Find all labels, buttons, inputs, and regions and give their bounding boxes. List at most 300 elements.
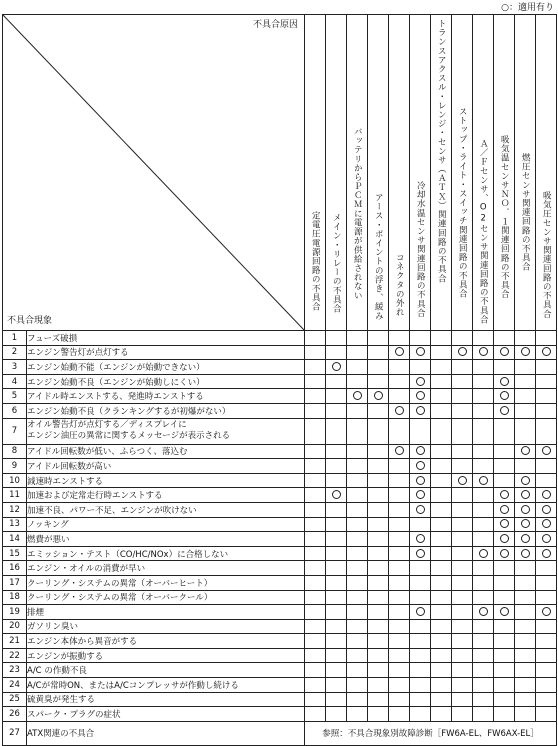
- mark-cell: [431, 488, 452, 503]
- mark-cell: [515, 331, 536, 346]
- mark-cell: [473, 590, 494, 605]
- mark-cell: [347, 403, 368, 418]
- mark-cell: [410, 459, 431, 474]
- mark-cell: [473, 605, 494, 620]
- mark-cell: [326, 473, 347, 488]
- mark-cell: [473, 546, 494, 561]
- mark-cell: [410, 374, 431, 389]
- applicable-circle-icon: [458, 347, 467, 356]
- table-row: [3, 692, 557, 707]
- mark-cell: [326, 331, 347, 346]
- mark-cell: [305, 692, 326, 707]
- cause-header-label: メイン・リレーの不具合: [331, 213, 342, 314]
- mark-cell: [494, 546, 515, 561]
- mark-cell: [494, 331, 515, 346]
- mark-cell: [494, 502, 515, 517]
- mark-cell: [326, 444, 347, 459]
- mark-cell: [536, 444, 557, 459]
- row-number: 18: [3, 590, 27, 605]
- mark-cell: [473, 634, 494, 649]
- mark-cell: [347, 418, 368, 444]
- row-number: 5: [3, 389, 27, 404]
- table-row: [3, 374, 557, 389]
- mark-cell: [515, 374, 536, 389]
- table-row: [3, 707, 557, 722]
- mark-cell: [515, 473, 536, 488]
- symptom-cell: エンジン警告灯が点灯する: [27, 345, 305, 360]
- mark-cell: [515, 619, 536, 634]
- mark-cell: [473, 561, 494, 576]
- mark-cell: [326, 459, 347, 474]
- mark-cell: [431, 648, 452, 663]
- mark-cell: [368, 444, 389, 459]
- mark-cell: [515, 532, 536, 547]
- mark-cell: [410, 473, 431, 488]
- mark-cell: [389, 648, 410, 663]
- table-row: [3, 590, 557, 605]
- applicable-circle-icon: [395, 446, 404, 455]
- mark-cell: [368, 418, 389, 444]
- mark-cell: [431, 546, 452, 561]
- mark-cell: [410, 488, 431, 503]
- mark-cell: [326, 345, 347, 360]
- mark-cell: [452, 561, 473, 576]
- mark-cell: [389, 546, 410, 561]
- mark-cell: [431, 374, 452, 389]
- mark-cell: [473, 389, 494, 404]
- applicable-circle-icon: [416, 490, 425, 499]
- mark-cell: [368, 634, 389, 649]
- table-row: [3, 444, 557, 459]
- mark-cell: [494, 648, 515, 663]
- symptom-cell: クーリング・システムの異常（オーバーヒート）: [27, 575, 305, 590]
- mark-cell: [515, 663, 536, 678]
- table-row: [3, 473, 557, 488]
- mark-cell: [494, 374, 515, 389]
- mark-cell: [473, 374, 494, 389]
- mark-cell: [536, 707, 557, 722]
- mark-cell: [452, 444, 473, 459]
- row-number: 22: [3, 648, 27, 663]
- mark-cell: [410, 517, 431, 532]
- mark-cell: [410, 502, 431, 517]
- mark-cell: [389, 707, 410, 722]
- mark-cell: [452, 605, 473, 620]
- mark-cell: [305, 575, 326, 590]
- mark-cell: [494, 418, 515, 444]
- mark-cell: [494, 634, 515, 649]
- mark-cell: [347, 678, 368, 693]
- row-number: 17: [3, 575, 27, 590]
- mark-cell: [410, 389, 431, 404]
- mark-cell: [515, 561, 536, 576]
- applicable-circle-icon: [479, 607, 488, 616]
- mark-cell: [494, 692, 515, 707]
- reference-note: 参照：不具合現象別故障診断［FW6A-EL、FW6AX-EL］: [305, 721, 557, 745]
- mark-cell: [431, 345, 452, 360]
- mark-cell: [347, 488, 368, 503]
- mark-cell: [368, 532, 389, 547]
- mark-cell: [515, 389, 536, 404]
- mark-cell: [410, 403, 431, 418]
- mark-cell: [515, 345, 536, 360]
- mark-cell: [389, 692, 410, 707]
- applicable-circle-icon: [416, 476, 425, 485]
- mark-cell: [473, 473, 494, 488]
- applicable-circle-icon: [500, 549, 509, 558]
- mark-cell: [431, 418, 452, 444]
- mark-cell: [389, 389, 410, 404]
- mark-cell: [410, 360, 431, 375]
- applicable-circle-icon: [332, 362, 341, 371]
- symptom-cell: エンジン・オイルの消費が早い: [27, 561, 305, 576]
- cause-header-6: [410, 15, 431, 331]
- mark-cell: [326, 692, 347, 707]
- mark-cell: [515, 418, 536, 444]
- mark-cell: [515, 605, 536, 620]
- mark-cell: [410, 605, 431, 620]
- applicable-circle-icon: [332, 490, 341, 499]
- mark-cell: [452, 403, 473, 418]
- mark-cell: [536, 692, 557, 707]
- mark-cell: [452, 546, 473, 561]
- mark-cell: [431, 444, 452, 459]
- table-row: [3, 488, 557, 503]
- mark-cell: [473, 532, 494, 547]
- cause-header-4: [368, 15, 389, 331]
- symptom-cell: エンジン始動不良（エンジンが始動しにくい）: [27, 374, 305, 389]
- cause-header-7: [431, 15, 452, 331]
- mark-cell: [536, 459, 557, 474]
- mark-cell: [368, 488, 389, 503]
- mark-cell: [536, 561, 557, 576]
- mark-cell: [389, 561, 410, 576]
- mark-cell: [347, 389, 368, 404]
- table-row: [3, 561, 557, 576]
- mark-cell: [368, 502, 389, 517]
- mark-cell: [410, 345, 431, 360]
- applicable-circle-icon: [395, 406, 404, 415]
- symptom-cell: 加速および定常走行時エンストする: [27, 488, 305, 503]
- mark-cell: [368, 648, 389, 663]
- mark-cell: [473, 345, 494, 360]
- cause-header-2: [326, 15, 347, 331]
- row-number: 1: [3, 331, 27, 346]
- mark-cell: [347, 331, 368, 346]
- applicable-circle-icon: [521, 490, 530, 499]
- row-number: 15: [3, 546, 27, 561]
- mark-cell: [473, 707, 494, 722]
- mark-cell: [389, 374, 410, 389]
- symptom-cell: 硫黄臭が発生する: [27, 692, 305, 707]
- mark-cell: [389, 517, 410, 532]
- mark-cell: [452, 331, 473, 346]
- row-number: 9: [3, 459, 27, 474]
- row-number: 12: [3, 502, 27, 517]
- mark-cell: [452, 619, 473, 634]
- mark-cell: [494, 678, 515, 693]
- mark-cell: [431, 403, 452, 418]
- mark-cell: [494, 360, 515, 375]
- applicable-circle-icon: [500, 505, 509, 514]
- mark-cell: [305, 663, 326, 678]
- mark-cell: [326, 389, 347, 404]
- mark-cell: [431, 678, 452, 693]
- applicable-circle-icon: [542, 549, 551, 558]
- mark-cell: [326, 634, 347, 649]
- mark-cell: [305, 502, 326, 517]
- table-row: [3, 532, 557, 547]
- mark-cell: [347, 502, 368, 517]
- table-row: [3, 605, 557, 620]
- mark-cell: [305, 561, 326, 576]
- mark-cell: [305, 418, 326, 444]
- row-number: 24: [3, 678, 27, 693]
- applicable-circle-icon: [416, 406, 425, 415]
- mark-cell: [326, 619, 347, 634]
- mark-cell: [536, 619, 557, 634]
- symptom-cell: 排煙: [27, 605, 305, 620]
- mark-cell: [431, 517, 452, 532]
- mark-cell: [473, 648, 494, 663]
- mark-cell: [410, 546, 431, 561]
- mark-cell: [494, 619, 515, 634]
- mark-cell: [326, 502, 347, 517]
- table-row: [3, 345, 557, 360]
- mark-cell: [431, 532, 452, 547]
- row-number: 7: [3, 418, 27, 444]
- applicable-circle-icon: [416, 505, 425, 514]
- symptom-cell: エンジン始動不良（クランキングするが初爆がない）: [27, 403, 305, 418]
- mark-cell: [431, 331, 452, 346]
- mark-cell: [326, 532, 347, 547]
- symptom-cell: エンジン始動不能（エンジンが始動できない）: [27, 360, 305, 375]
- applicable-circle-icon: [521, 505, 530, 514]
- mark-cell: [494, 389, 515, 404]
- mark-cell: [305, 389, 326, 404]
- mark-cell: [473, 331, 494, 346]
- mark-cell: [536, 575, 557, 590]
- table-row: [3, 634, 557, 649]
- mark-cell: [410, 648, 431, 663]
- cause-header-label: 定電圧電源回路の不具合: [310, 211, 321, 312]
- mark-cell: [368, 389, 389, 404]
- mark-cell: [515, 360, 536, 375]
- mark-cell: [368, 331, 389, 346]
- mark-cell: [368, 575, 389, 590]
- mark-cell: [326, 575, 347, 590]
- mark-cell: [305, 345, 326, 360]
- symptom-cell: A/Cが常時ON、またはA/Cコンプレッサが作動し続ける: [27, 678, 305, 693]
- mark-cell: [326, 678, 347, 693]
- applicable-circle-icon: [521, 446, 530, 455]
- mark-cell: [536, 532, 557, 547]
- mark-cell: [305, 532, 326, 547]
- symptom-cell: エンジンが振動する: [27, 648, 305, 663]
- mark-cell: [452, 374, 473, 389]
- mark-cell: [452, 502, 473, 517]
- mark-cell: [494, 561, 515, 576]
- mark-cell: [431, 663, 452, 678]
- mark-cell: [515, 459, 536, 474]
- mark-cell: [389, 502, 410, 517]
- cause-header-9: [473, 15, 494, 331]
- applicable-circle-icon: [353, 391, 362, 400]
- mark-cell: [389, 678, 410, 693]
- mark-cell: [410, 532, 431, 547]
- mark-cell: [536, 418, 557, 444]
- mark-cell: [368, 360, 389, 375]
- mark-cell: [536, 605, 557, 620]
- applicable-circle-icon: [416, 607, 425, 616]
- table-row: [3, 403, 557, 418]
- mark-cell: [326, 418, 347, 444]
- mark-cell: [452, 389, 473, 404]
- mark-cell: [452, 360, 473, 375]
- mark-cell: [326, 707, 347, 722]
- mark-cell: [389, 459, 410, 474]
- mark-cell: [368, 605, 389, 620]
- mark-cell: [347, 360, 368, 375]
- mark-cell: [347, 575, 368, 590]
- mark-cell: [368, 678, 389, 693]
- mark-cell: [431, 360, 452, 375]
- mark-cell: [389, 488, 410, 503]
- mark-cell: [536, 345, 557, 360]
- applicable-circle-icon: [542, 505, 551, 514]
- row-number: 25: [3, 692, 27, 707]
- mark-cell: [431, 634, 452, 649]
- mark-cell: [431, 502, 452, 517]
- mark-cell: [326, 663, 347, 678]
- mark-cell: [494, 444, 515, 459]
- cause-header-12: [536, 15, 557, 331]
- mark-cell: [368, 561, 389, 576]
- applicable-circle-icon: [500, 490, 509, 499]
- mark-cell: [515, 502, 536, 517]
- mark-cell: [326, 488, 347, 503]
- mark-cell: [452, 473, 473, 488]
- mark-cell: [305, 707, 326, 722]
- mark-cell: [515, 488, 536, 503]
- mark-cell: [347, 692, 368, 707]
- mark-cell: [326, 561, 347, 576]
- applicable-circle-icon: [374, 391, 383, 400]
- mark-cell: [305, 374, 326, 389]
- mark-cell: [410, 634, 431, 649]
- mark-cell: [452, 634, 473, 649]
- mark-cell: [536, 360, 557, 375]
- mark-cell: [515, 707, 536, 722]
- mark-cell: [410, 561, 431, 576]
- mark-cell: [494, 605, 515, 620]
- mark-cell: [326, 648, 347, 663]
- mark-cell: [347, 605, 368, 620]
- mark-cell: [410, 590, 431, 605]
- symptom-cell: アイドル時エンストする、発進時エンストする: [27, 389, 305, 404]
- mark-cell: [410, 663, 431, 678]
- mark-cell: [536, 331, 557, 346]
- applicable-circle-icon: [500, 391, 509, 400]
- mark-cell: [305, 473, 326, 488]
- mark-cell: [389, 403, 410, 418]
- mark-cell: [536, 648, 557, 663]
- mark-cell: [410, 331, 431, 346]
- mark-cell: [347, 590, 368, 605]
- applicable-circle-icon: [521, 534, 530, 543]
- mark-cell: [515, 403, 536, 418]
- applicable-circle-icon: [542, 519, 551, 528]
- mark-cell: [410, 619, 431, 634]
- mark-cell: [368, 473, 389, 488]
- mark-cell: [389, 532, 410, 547]
- mark-cell: [536, 546, 557, 561]
- table-row: [3, 575, 557, 590]
- mark-cell: [431, 561, 452, 576]
- mark-cell: [473, 619, 494, 634]
- cause-header-label: Ａ／Ｆセンサ、O2センサ関連回路の不具合: [478, 139, 489, 324]
- cause-header-label: アース・ポイントの浮き、緩み: [373, 193, 384, 321]
- mark-cell: [452, 488, 473, 503]
- mark-cell: [494, 459, 515, 474]
- mark-cell: [473, 418, 494, 444]
- mark-cell: [347, 663, 368, 678]
- mark-cell: [431, 619, 452, 634]
- applicable-circle-icon: [500, 519, 509, 528]
- table-row: [3, 678, 557, 693]
- mark-cell: [389, 473, 410, 488]
- cause-header-label: 吸気温センサＮＯ．１関連回路の不具合: [499, 135, 510, 299]
- mark-cell: [368, 403, 389, 418]
- symptom-cell: 減速時エンストする: [27, 473, 305, 488]
- mark-cell: [368, 619, 389, 634]
- symptom-cell: エミッション・テスト（CO/HC/NOx）に合格しない: [27, 546, 305, 561]
- mark-cell: [410, 692, 431, 707]
- mark-cell: [431, 590, 452, 605]
- table-row: [3, 619, 557, 634]
- mark-cell: [347, 374, 368, 389]
- table-row: [3, 517, 557, 532]
- symptom-cell: ガソリン臭い: [27, 619, 305, 634]
- applicable-circle-icon: [500, 406, 509, 415]
- mark-cell: [389, 634, 410, 649]
- cause-header-1: [305, 15, 326, 331]
- mark-cell: [305, 605, 326, 620]
- symptom-cell: オイル警告灯が点灯する／ディスプレイに エンジン油圧の異常に関するメッセージが表示される: [27, 418, 305, 444]
- applicable-circle-icon: [416, 377, 425, 386]
- mark-cell: [347, 619, 368, 634]
- mark-cell: [452, 532, 473, 547]
- mark-cell: [389, 331, 410, 346]
- mark-cell: [494, 532, 515, 547]
- symptom-cell: アイドル回転数が低い、ふらつく、落込む: [27, 444, 305, 459]
- mark-cell: [305, 590, 326, 605]
- mark-cell: [431, 575, 452, 590]
- row-number: 3: [3, 360, 27, 375]
- mark-cell: [452, 459, 473, 474]
- applicable-circle-icon: [416, 446, 425, 455]
- mark-cell: [494, 345, 515, 360]
- mark-cell: [452, 678, 473, 693]
- mark-cell: [305, 403, 326, 418]
- row-number: 20: [3, 619, 27, 634]
- mark-cell: [452, 707, 473, 722]
- mark-cell: [347, 517, 368, 532]
- mark-cell: [431, 389, 452, 404]
- mark-cell: [452, 517, 473, 532]
- cause-header-label: ストップ・ライト・スイッチ関連回路の不具合: [457, 107, 468, 299]
- applicable-circle-icon: [542, 607, 551, 616]
